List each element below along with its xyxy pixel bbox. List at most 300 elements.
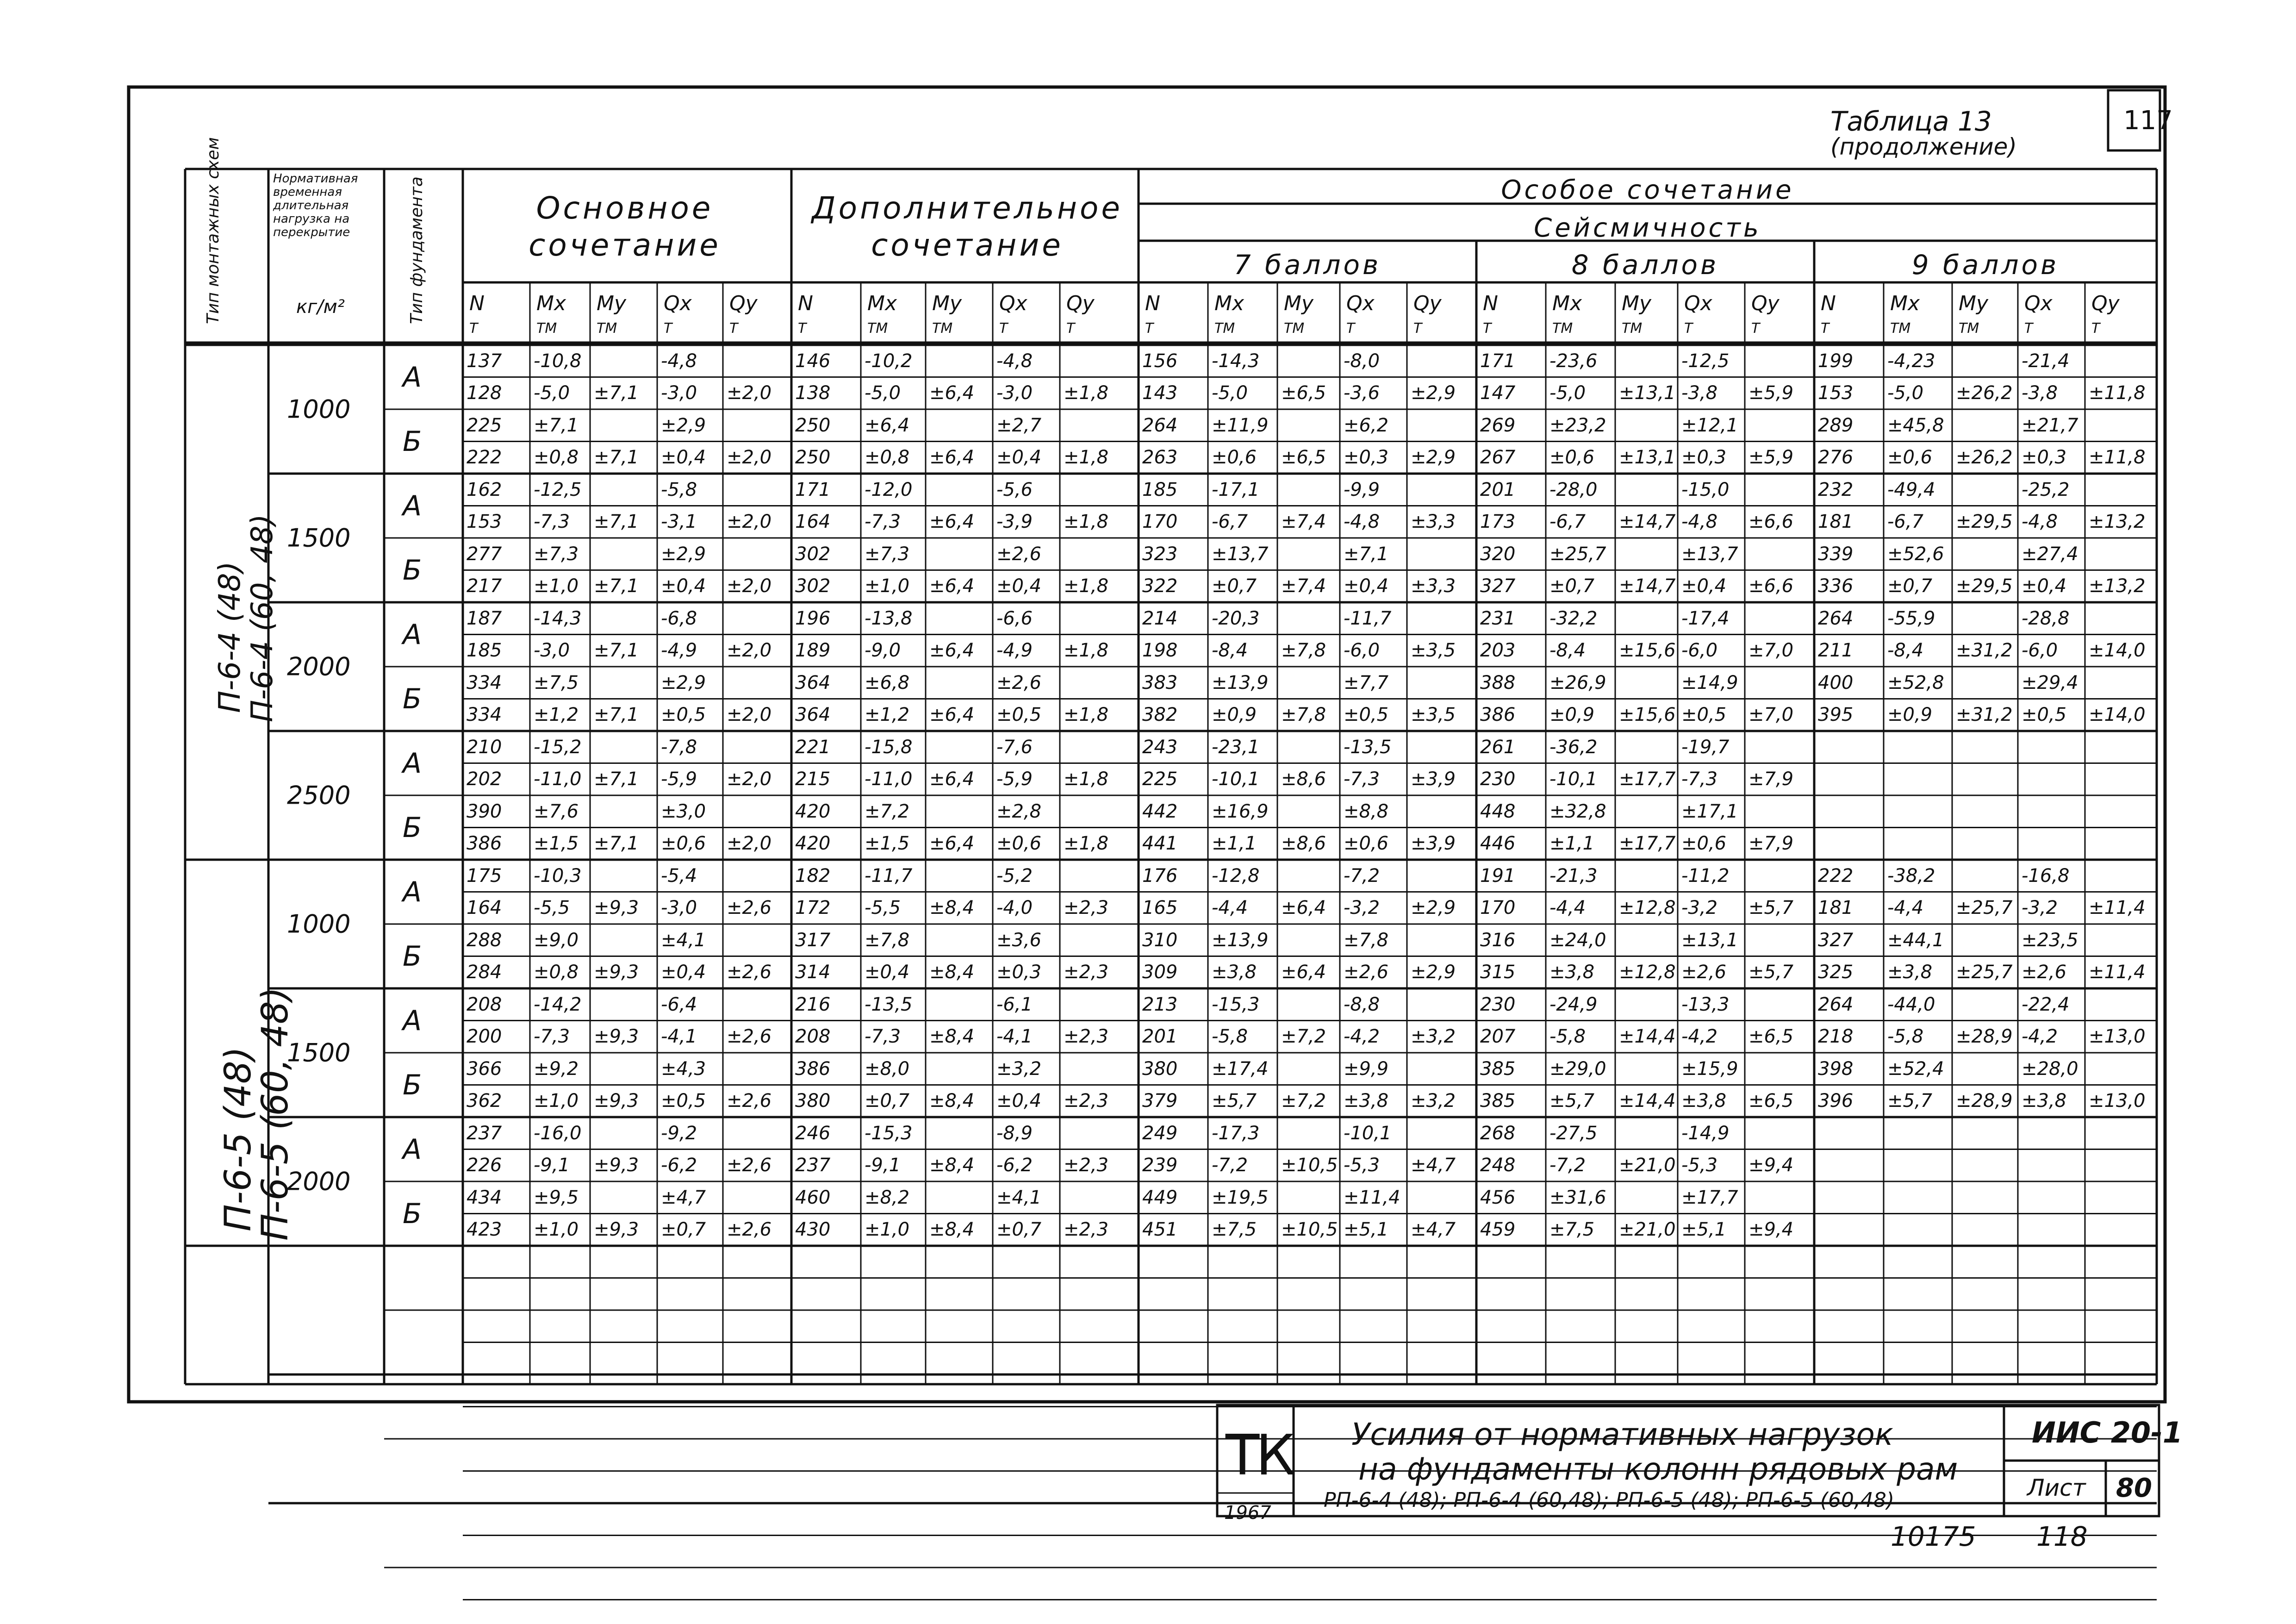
table-cell: -7,3 bbox=[865, 1026, 901, 1048]
table-cell: ±0,4 bbox=[661, 447, 706, 468]
table-cell: ±0,3 bbox=[1344, 447, 1389, 468]
table-cell: 201 bbox=[1480, 479, 1516, 500]
table-cell: 264 bbox=[1818, 607, 1854, 629]
table-cell: ±0,7 bbox=[1212, 575, 1257, 597]
subheader-unit: ТМ bbox=[1552, 320, 1573, 337]
table-cell: ±7,4 bbox=[1281, 575, 1326, 597]
table-cell: -4,8 bbox=[1344, 511, 1380, 533]
table-cell: 261 bbox=[1480, 736, 1516, 758]
table-cell: 146 bbox=[795, 350, 831, 372]
table-cell: ±21,0 bbox=[1619, 1219, 1676, 1241]
table-cell: ±0,7 bbox=[996, 1219, 1042, 1241]
table-cell: ±8,2 bbox=[865, 1187, 910, 1208]
table-cell: ±3,0 bbox=[661, 800, 706, 822]
table-cell: -6,4 bbox=[661, 993, 697, 1015]
table-cell: ±2,3 bbox=[1064, 1026, 1109, 1048]
table-cell: ±0,5 bbox=[661, 704, 706, 726]
table-cell: ±19,5 bbox=[1212, 1187, 1269, 1208]
table-cell: ±26,2 bbox=[1956, 382, 2013, 404]
table-cell: 172 bbox=[795, 897, 831, 919]
table-cell: 171 bbox=[1480, 350, 1516, 372]
table-cell: 448 bbox=[1480, 800, 1516, 822]
table-cell: 390 bbox=[467, 800, 502, 822]
subheader-qy: Qy bbox=[2091, 292, 2120, 315]
table-cell: ±0,5 bbox=[996, 704, 1042, 726]
table-cell: ±52,6 bbox=[1887, 543, 1944, 565]
table-cell: ±3,8 bbox=[1344, 1090, 1389, 1112]
subheader-my: My bbox=[932, 292, 962, 315]
table-cell: ±2,0 bbox=[727, 704, 772, 726]
table-cell: ±8,4 bbox=[929, 1155, 975, 1176]
table-cell: -10,3 bbox=[534, 865, 582, 887]
table-cell: -20,3 bbox=[1212, 607, 1260, 629]
table-cell: ±14,4 bbox=[1619, 1090, 1676, 1112]
table-cell: 191 bbox=[1480, 865, 1516, 887]
table-cell: ±6,4 bbox=[929, 833, 975, 855]
subheader-unit: ТМ bbox=[1214, 320, 1235, 337]
table-cell: 386 bbox=[1480, 704, 1516, 726]
table-cell: ±3,9 bbox=[1411, 768, 1456, 790]
table-cell: -14,3 bbox=[1212, 350, 1260, 372]
table-cell: ±1,8 bbox=[1064, 447, 1109, 468]
table-cell: -28,8 bbox=[2022, 607, 2070, 629]
table-cell: 317 bbox=[795, 929, 831, 951]
table-cell: ±13,1 bbox=[1619, 447, 1676, 468]
table-cell: ±2,0 bbox=[727, 768, 772, 790]
basic-combination-header: Основное сочетание bbox=[529, 190, 721, 263]
table-cell: 170 bbox=[1480, 897, 1516, 919]
table-cell: ±3,8 bbox=[1887, 962, 1933, 983]
table-cell: 264 bbox=[1142, 414, 1178, 436]
table-cell: ±7,1 bbox=[594, 511, 639, 533]
table-cell: ±2,9 bbox=[661, 414, 706, 436]
table-cell: 210 bbox=[467, 736, 502, 758]
table-cell: ±17,4 bbox=[1212, 1058, 1269, 1080]
table-cell: 196 bbox=[795, 607, 831, 629]
table-cell: ±7,0 bbox=[1748, 640, 1794, 662]
table-cell: -10,2 bbox=[865, 350, 913, 372]
table-cell: -7,6 bbox=[996, 736, 1033, 758]
table-cell: ±5,7 bbox=[1748, 897, 1794, 919]
table-cell: ±2,6 bbox=[996, 543, 1042, 565]
table-cell: -7,2 bbox=[1212, 1155, 1248, 1176]
table-cell: ±28,0 bbox=[2022, 1058, 2078, 1080]
subheader-unit: T bbox=[1066, 320, 1075, 337]
table-cell: ±7,8 bbox=[865, 929, 910, 951]
table-cell: -5,8 bbox=[1212, 1026, 1248, 1048]
group1-type-line1: П-6-4 (48) bbox=[213, 561, 247, 713]
table-cell: -12,5 bbox=[534, 479, 582, 500]
tk-logo: ТК bbox=[1226, 1424, 1292, 1488]
table-cell: 339 bbox=[1818, 543, 1854, 565]
table-cell: ±0,4 bbox=[996, 1090, 1042, 1112]
table-cell: ±0,4 bbox=[1344, 575, 1389, 597]
table-cell: -4,8 bbox=[1681, 511, 1718, 533]
table-cell: 327 bbox=[1818, 929, 1854, 951]
table-cell: ±7,7 bbox=[1344, 672, 1389, 693]
title-line2: на фундаменты колонн рядовых рам bbox=[1358, 1451, 1958, 1487]
table-cell: ±11,4 bbox=[1344, 1187, 1400, 1208]
table-cell: ±2,3 bbox=[1064, 1155, 1109, 1176]
table-cell: -6,7 bbox=[1549, 511, 1586, 533]
table-cell: 434 bbox=[467, 1187, 502, 1208]
table-cell: ±1,8 bbox=[1064, 768, 1109, 790]
table-cell: ±11,9 bbox=[1212, 414, 1269, 436]
table-cell: ±1,5 bbox=[865, 833, 910, 855]
table-cell: 309 bbox=[1142, 962, 1178, 983]
table-cell: ±25,7 bbox=[1549, 543, 1606, 565]
page-number: 117 bbox=[2123, 106, 2173, 136]
table-cell: 269 bbox=[1480, 414, 1516, 436]
table-cell: -4,4 bbox=[1549, 897, 1586, 919]
foundation-type: А bbox=[403, 618, 422, 651]
table-cell: ±0,4 bbox=[661, 575, 706, 597]
table-cell: ±7,3 bbox=[534, 543, 579, 565]
table-cell: ±3,3 bbox=[1411, 575, 1456, 597]
table-cell: ±7,1 bbox=[594, 447, 639, 468]
table-cell: -7,3 bbox=[865, 511, 901, 533]
table-cell: 250 bbox=[795, 414, 831, 436]
table-cell: ±13,1 bbox=[1681, 929, 1738, 951]
table-cell: 289 bbox=[1818, 414, 1854, 436]
table-cell: ±25,7 bbox=[1956, 897, 2013, 919]
table-cell: ±9,9 bbox=[1344, 1058, 1389, 1080]
table-cell: 138 bbox=[795, 382, 831, 404]
table-cell: ±1,1 bbox=[1549, 833, 1595, 855]
table-cell: 400 bbox=[1818, 672, 1854, 693]
table-cell: ±5,9 bbox=[1748, 447, 1794, 468]
subheader-qy: Qy bbox=[1066, 292, 1095, 315]
col-load-header: Нормативная временная длительная нагрузка на перекрытие bbox=[273, 172, 358, 239]
table-cell: ±8,4 bbox=[929, 962, 975, 983]
series-code: ИИС 20-1 bbox=[2032, 1416, 2183, 1449]
table-cell: 276 bbox=[1818, 447, 1854, 468]
table-cell: -9,9 bbox=[1344, 479, 1380, 500]
table-cell: -4,8 bbox=[996, 350, 1033, 372]
subheader-unit: T bbox=[798, 320, 807, 337]
table-cell: 456 bbox=[1480, 1187, 1516, 1208]
seismic-8-header: 8 баллов bbox=[1571, 249, 1719, 281]
table-cell: ±0,6 bbox=[996, 833, 1042, 855]
table-cell: -4,0 bbox=[996, 897, 1033, 919]
table-cell: ±1,0 bbox=[534, 1219, 579, 1241]
table-cell: ±10,5 bbox=[1281, 1219, 1338, 1241]
table-cell: ±7,3 bbox=[865, 543, 910, 565]
table-cell: -7,2 bbox=[1344, 865, 1380, 887]
table-cell: ±17,7 bbox=[1619, 833, 1676, 855]
subheader-qy: Qy bbox=[1751, 292, 1780, 315]
foundation-type: Б bbox=[403, 554, 422, 587]
table-cell: 420 bbox=[795, 800, 831, 822]
table-cell: ±8,0 bbox=[865, 1058, 910, 1080]
table-cell: ±29,0 bbox=[1549, 1058, 1606, 1080]
table-cell: 153 bbox=[467, 511, 502, 533]
table-cell: -14,3 bbox=[534, 607, 582, 629]
table-cell: ±0,6 bbox=[1212, 447, 1257, 468]
table-cell: -6,1 bbox=[996, 993, 1033, 1015]
table-cell: 143 bbox=[1142, 382, 1178, 404]
table-cell: 362 bbox=[467, 1090, 502, 1112]
table-cell: 325 bbox=[1818, 962, 1854, 983]
title-line1: Усилия от нормативных нагрузок bbox=[1351, 1417, 1893, 1452]
table-cell: ±13,7 bbox=[1212, 543, 1269, 565]
table-cell: ±2,0 bbox=[727, 833, 772, 855]
table-cell: ±7,8 bbox=[1281, 704, 1326, 726]
table-cell: ±28,9 bbox=[1956, 1026, 2013, 1048]
table-cell: -36,2 bbox=[1549, 736, 1598, 758]
table-cell: -10,8 bbox=[534, 350, 582, 372]
table-cell: -8,0 bbox=[1344, 350, 1380, 372]
table-cell: 243 bbox=[1142, 736, 1178, 758]
table-cell: 165 bbox=[1142, 897, 1178, 919]
table-cell: -5,0 bbox=[534, 382, 570, 404]
table-cell: 386 bbox=[795, 1058, 831, 1080]
table-cell: ±2,9 bbox=[1411, 382, 1456, 404]
table-cell: ±6,4 bbox=[865, 414, 910, 436]
subheader-mx: Mx bbox=[1552, 292, 1582, 315]
table-cell: -5,3 bbox=[1681, 1155, 1718, 1176]
table-cell: 153 bbox=[1818, 382, 1854, 404]
table-cell: ±29,5 bbox=[1956, 511, 2013, 533]
table-cell: -7,3 bbox=[534, 511, 570, 533]
seismic-7-header: 7 баллов bbox=[1233, 249, 1381, 281]
table-cell: -8,4 bbox=[1549, 640, 1586, 662]
table-cell: -6,7 bbox=[1212, 511, 1248, 533]
table-cell: ±0,9 bbox=[1887, 704, 1933, 726]
table-cell: -11,7 bbox=[865, 865, 913, 887]
table-cell: -5,4 bbox=[661, 865, 697, 887]
table-cell: ±5,7 bbox=[1748, 962, 1794, 983]
table-cell: 248 bbox=[1480, 1155, 1516, 1176]
table-cell: 222 bbox=[1818, 865, 1854, 887]
table-cell: 137 bbox=[467, 350, 502, 372]
table-subtitle: (продолжение) bbox=[1830, 133, 2017, 160]
table-cell: ±4,7 bbox=[1411, 1155, 1456, 1176]
subheader-unit: T bbox=[1346, 320, 1355, 337]
table-cell: 201 bbox=[1142, 1026, 1178, 1048]
table-cell: -11,2 bbox=[1681, 865, 1730, 887]
table-cell: ±6,4 bbox=[929, 447, 975, 468]
table-cell: -8,8 bbox=[1344, 993, 1380, 1015]
table-cell: -32,2 bbox=[1549, 607, 1598, 629]
load-value: 1000 bbox=[287, 394, 351, 424]
table-cell: -3,9 bbox=[996, 511, 1033, 533]
table-cell: ±12,8 bbox=[1619, 962, 1676, 983]
table-cell: 320 bbox=[1480, 543, 1516, 565]
table-cell: 314 bbox=[795, 962, 831, 983]
table-cell: ±2,0 bbox=[727, 640, 772, 662]
table-cell: -3,8 bbox=[1681, 382, 1718, 404]
table-cell: ±2,6 bbox=[727, 1155, 772, 1176]
table-cell: ±3,8 bbox=[1681, 1090, 1727, 1112]
table-cell: -5,0 bbox=[1549, 382, 1586, 404]
table-cell: ±0,5 bbox=[2022, 704, 2067, 726]
subheader-qy: Qy bbox=[1413, 292, 1442, 315]
subheader-unit: ТМ bbox=[1284, 320, 1305, 337]
table-cell: ±5,7 bbox=[1887, 1090, 1933, 1112]
table-cell: ±7,0 bbox=[1748, 704, 1794, 726]
table-cell: ±9,3 bbox=[594, 1219, 639, 1241]
table-cell: ±0,4 bbox=[996, 447, 1042, 468]
table-cell: -4,8 bbox=[2022, 511, 2058, 533]
table-cell: ±14,4 bbox=[1619, 1026, 1676, 1048]
table-cell: -38,2 bbox=[1887, 865, 1935, 887]
table-cell: -11,7 bbox=[1344, 607, 1392, 629]
table-cell: 460 bbox=[795, 1187, 831, 1208]
table-cell: ±4,7 bbox=[661, 1187, 706, 1208]
footer-page: 118 bbox=[2036, 1521, 2088, 1552]
table-cell: ±5,1 bbox=[1681, 1219, 1727, 1241]
col-type-scheme-header: Тип монтажных схем bbox=[204, 137, 223, 324]
table-cell: -5,9 bbox=[661, 768, 697, 790]
table-cell: ±8,4 bbox=[929, 1026, 975, 1048]
subheader-mx: Mx bbox=[536, 292, 566, 315]
subheader-unit: T bbox=[1145, 320, 1154, 337]
table-cell: -4,4 bbox=[1212, 897, 1248, 919]
table-cell: -5,9 bbox=[996, 768, 1033, 790]
subheader-unit: T bbox=[664, 320, 672, 337]
table-cell: 336 bbox=[1818, 575, 1854, 597]
table-cell: -15,2 bbox=[534, 736, 582, 758]
table-cell: 398 bbox=[1818, 1058, 1854, 1080]
table-cell: -10,1 bbox=[1344, 1122, 1392, 1144]
table-cell: 385 bbox=[1480, 1058, 1516, 1080]
table-cell: 268 bbox=[1480, 1122, 1516, 1144]
subheader-qx: Qx bbox=[664, 292, 692, 315]
table-cell: ±0,7 bbox=[1549, 575, 1595, 597]
table-cell: -4,9 bbox=[996, 640, 1033, 662]
table-cell: 327 bbox=[1480, 575, 1516, 597]
table-cell: ±31,6 bbox=[1549, 1187, 1606, 1208]
table-cell: ±13,1 bbox=[1619, 382, 1676, 404]
table-cell: -17,3 bbox=[1212, 1122, 1260, 1144]
table-cell: ±7,1 bbox=[594, 833, 639, 855]
table-cell: 225 bbox=[1142, 768, 1178, 790]
load-value: 2500 bbox=[287, 781, 351, 810]
table-cell: ±32,8 bbox=[1549, 800, 1606, 822]
table-cell: -3,0 bbox=[534, 640, 570, 662]
subheader-qx: Qx bbox=[2024, 292, 2053, 315]
table-cell: ±6,4 bbox=[929, 511, 975, 533]
table-cell: 446 bbox=[1480, 833, 1516, 855]
table-cell: 288 bbox=[467, 929, 502, 951]
table-cell: ±0,6 bbox=[1344, 833, 1389, 855]
table-cell: ±11,4 bbox=[2089, 962, 2146, 983]
table-cell: ±9,4 bbox=[1748, 1155, 1794, 1176]
table-cell: -19,7 bbox=[1681, 736, 1730, 758]
table-cell: 442 bbox=[1142, 800, 1178, 822]
table-cell: -14,2 bbox=[534, 993, 582, 1015]
table-cell: -7,3 bbox=[1344, 768, 1380, 790]
subheader-qx: Qx bbox=[999, 292, 1027, 315]
table-cell: ±13,9 bbox=[1212, 929, 1269, 951]
table-cell: ±7,8 bbox=[1281, 640, 1326, 662]
table-cell: ±6,4 bbox=[929, 575, 975, 597]
table-cell: ±9,2 bbox=[534, 1058, 579, 1080]
table-cell: 216 bbox=[795, 993, 831, 1015]
table-cell: 364 bbox=[795, 672, 831, 693]
table-cell: -4,9 bbox=[661, 640, 697, 662]
table-cell: ±2,6 bbox=[727, 1026, 772, 1048]
table-cell: ±45,8 bbox=[1887, 414, 1944, 436]
table-cell: ±1,0 bbox=[534, 1090, 579, 1112]
table-cell: 232 bbox=[1818, 479, 1854, 500]
subheader-mx: Mx bbox=[867, 292, 897, 315]
table-cell: ±26,9 bbox=[1549, 672, 1606, 693]
table-cell: ±6,4 bbox=[1281, 897, 1326, 919]
table-cell: -12,8 bbox=[1212, 865, 1260, 887]
table-cell: -5,8 bbox=[1549, 1026, 1586, 1048]
table-cell: ±6,6 bbox=[1748, 575, 1794, 597]
table-cell: ±2,3 bbox=[1064, 897, 1109, 919]
table-cell: 207 bbox=[1480, 1026, 1516, 1048]
table-cell: ±2,9 bbox=[661, 672, 706, 693]
table-cell: ±7,1 bbox=[594, 704, 639, 726]
subheader-unit: T bbox=[2091, 320, 2100, 337]
table-cell: -3,8 bbox=[2022, 382, 2058, 404]
table-cell: ±8,8 bbox=[1344, 800, 1389, 822]
table-cell: 315 bbox=[1480, 962, 1516, 983]
table-cell: -11,0 bbox=[865, 768, 913, 790]
table-cell: ±7,5 bbox=[1212, 1219, 1257, 1241]
table-cell: ±13,7 bbox=[1681, 543, 1738, 565]
table-cell: ±7,2 bbox=[865, 800, 910, 822]
table-cell: ±14,7 bbox=[1619, 511, 1676, 533]
table-cell: ±0,8 bbox=[534, 962, 579, 983]
table-cell: -3,6 bbox=[1344, 382, 1380, 404]
subheader-qx: Qx bbox=[1346, 292, 1375, 315]
table-cell: ±0,7 bbox=[1887, 575, 1933, 597]
load-value: 2000 bbox=[287, 1167, 351, 1196]
table-cell: ±7,2 bbox=[1281, 1090, 1326, 1112]
table-cell: ±4,1 bbox=[996, 1187, 1042, 1208]
table-cell: 423 bbox=[467, 1219, 502, 1241]
foundation-type: А bbox=[403, 489, 422, 522]
table-cell: ±5,7 bbox=[1549, 1090, 1595, 1112]
table-cell: ±0,6 bbox=[661, 833, 706, 855]
table-cell: ±0,5 bbox=[1681, 704, 1727, 726]
table-cell: -4,8 bbox=[661, 350, 697, 372]
table-cell: ±7,1 bbox=[534, 414, 579, 436]
table-cell: 181 bbox=[1818, 511, 1854, 533]
table-cell: ±1,8 bbox=[1064, 640, 1109, 662]
table-cell: -7,3 bbox=[1681, 768, 1718, 790]
table-cell: 277 bbox=[467, 543, 502, 565]
foundation-type: Б bbox=[403, 425, 422, 458]
table-cell: 182 bbox=[795, 865, 831, 887]
subheader-my: My bbox=[1622, 292, 1652, 315]
title-line3: РП-6-4 (48); РП-6-4 (60,48); РП-6-5 (48); РП-6-5 (60,48) bbox=[1324, 1488, 1895, 1512]
table-cell: 237 bbox=[467, 1122, 502, 1144]
table-cell: -6,0 bbox=[2022, 640, 2058, 662]
table-cell: ±7,8 bbox=[1344, 929, 1389, 951]
table-cell: ±1,8 bbox=[1064, 511, 1109, 533]
table-cell: ±21,7 bbox=[2022, 414, 2078, 436]
table-cell: -3,2 bbox=[1344, 897, 1380, 919]
col-foundation-header: Тип фундамента bbox=[407, 176, 426, 324]
table-cell: 128 bbox=[467, 382, 502, 404]
table-cell: ±7,9 bbox=[1748, 833, 1794, 855]
table-cell: ±1,8 bbox=[1064, 704, 1109, 726]
table-cell: ±15,9 bbox=[1681, 1058, 1738, 1080]
table-cell: ±13,0 bbox=[2089, 1026, 2146, 1048]
subheader-unit: T bbox=[1751, 320, 1760, 337]
table-cell: ±25,7 bbox=[1956, 962, 2013, 983]
table-cell: -9,1 bbox=[534, 1155, 570, 1176]
table-cell: ±2,6 bbox=[727, 1090, 772, 1112]
table-cell: 302 bbox=[795, 575, 831, 597]
subheader-mx: Mx bbox=[1890, 292, 1920, 315]
